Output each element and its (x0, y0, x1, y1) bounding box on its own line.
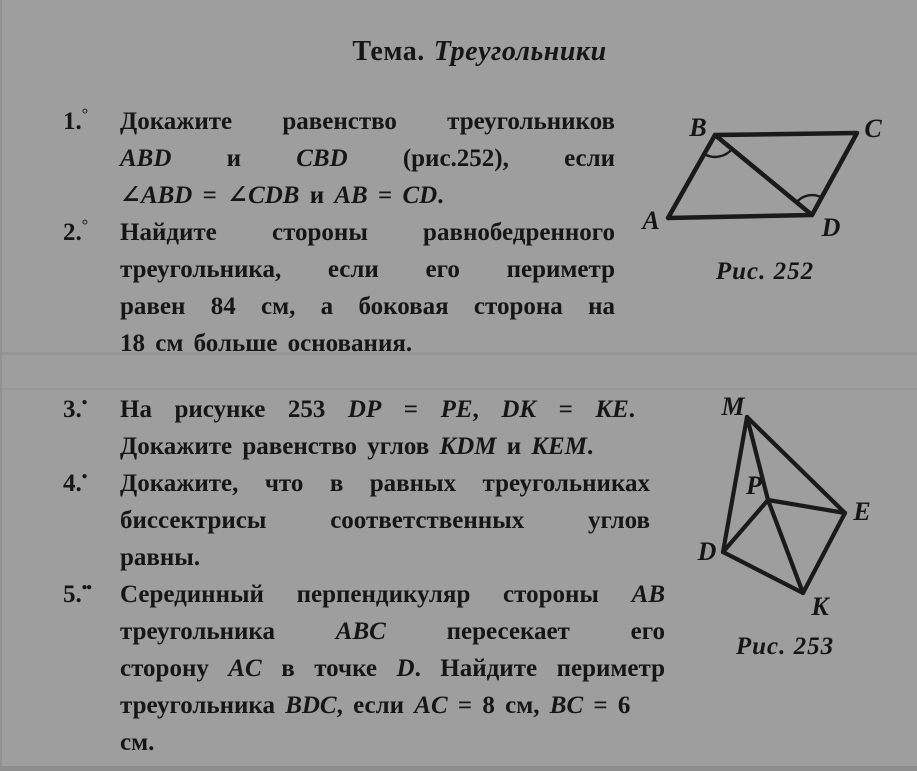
vertex-label-m: M (721, 393, 745, 421)
difficulty-marker: • (81, 394, 87, 412)
text-line (120, 251, 615, 288)
problem-5 (63, 576, 665, 761)
text-line (120, 103, 615, 140)
problem-2-number (63, 214, 120, 251)
text-run: = 6 см. (120, 692, 631, 756)
figure-253-drawing (690, 393, 915, 628)
text-line (120, 288, 615, 325)
text-run: и (496, 433, 532, 460)
text-run: Докажите равенство углов (120, 433, 440, 460)
text-run: треугольника (120, 618, 336, 645)
problem-5-number (63, 576, 120, 613)
text-run: = (367, 182, 403, 209)
scan-edge-bottom (0, 766, 917, 771)
figure-253 (690, 393, 915, 628)
text-run: равны. (120, 544, 201, 571)
text-run: = (536, 396, 596, 423)
text-run: треугольника, если его периметр (120, 256, 615, 283)
text-line (120, 391, 635, 428)
math-variable: BDC (285, 692, 337, 719)
text-line (120, 576, 665, 613)
figure-252 (640, 103, 910, 243)
page-title (0, 36, 917, 68)
math-variable: AB (334, 182, 368, 209)
title-topic: Треугольники (433, 36, 607, 67)
text-run: сторону (120, 655, 229, 682)
text-run: = 8 см, (447, 692, 550, 719)
text-run: = (381, 396, 441, 423)
math-variable: ABD (140, 182, 193, 209)
problem-4-text (120, 465, 650, 576)
text-line (120, 177, 615, 214)
text-line (120, 650, 665, 687)
text-run: Найдите стороны равнобедренного (120, 219, 615, 246)
difficulty-marker: •• (81, 579, 91, 597)
side-md (723, 417, 747, 552)
math-variable: ABD (120, 145, 172, 172)
vertex-label-e: E (853, 497, 871, 526)
problem-number-text: 2. (63, 219, 82, 246)
math-variable: BC (549, 692, 584, 719)
difficulty-marker: ° (81, 217, 88, 235)
figure-252-drawing (640, 103, 910, 243)
math-variable: DP (347, 396, 382, 423)
vertex-label-a: A (642, 206, 660, 235)
vertex-label-b: B (689, 113, 707, 142)
math-variable: PE (440, 396, 473, 423)
text-run: , (472, 396, 502, 423)
text-run: ∠ (120, 182, 141, 209)
difficulty-marker: • (81, 468, 87, 486)
text-run: и (299, 182, 335, 209)
math-variable: DK (501, 396, 537, 423)
side-ek (803, 513, 845, 593)
text-line (120, 539, 650, 576)
math-variable: AB (631, 581, 665, 608)
problem-number-text: 1. (63, 108, 82, 135)
text-run: Серединный перпендикуляр стороны (120, 581, 632, 608)
text-run: , если (336, 692, 415, 719)
text-line (120, 140, 615, 177)
vertex-label-c: C (864, 114, 882, 143)
text-run: . (628, 396, 635, 423)
problem-4 (63, 465, 650, 576)
scan-streak (0, 388, 917, 390)
problem-4-number (63, 465, 120, 502)
problem-1-text (120, 103, 615, 214)
math-variable: CDB (248, 182, 300, 209)
scan-edge-left (0, 0, 2, 771)
text-line (120, 687, 665, 761)
text-run: . (586, 433, 594, 460)
text-line (120, 465, 650, 502)
figure-252-caption: Рис. 252 (715, 258, 815, 285)
math-variable: ABC (335, 618, 386, 645)
text-run: (рис.252), если (347, 145, 616, 172)
math-variable: KE (595, 396, 629, 423)
text-run: пересекает его (385, 618, 665, 645)
vertex-label-k: K (811, 592, 829, 621)
math-variable: AC (414, 692, 448, 719)
vertex-label-d: D (821, 213, 841, 242)
math-variable: KEM (531, 433, 587, 460)
text-line (120, 428, 635, 465)
text-run: треугольника (120, 692, 286, 719)
problem-number-text: 4. (63, 470, 82, 497)
problem-number-text: 5. (63, 581, 82, 608)
text-line (120, 214, 615, 251)
title-prefix: Тема. (352, 36, 425, 67)
math-variable: AC (228, 655, 262, 682)
figure-253-caption: Рис. 253 (735, 633, 835, 660)
text-run: = (192, 182, 228, 209)
problem-5-text (120, 576, 665, 761)
text-line (120, 325, 615, 362)
problem-3 (63, 391, 635, 465)
problem-1 (63, 103, 615, 214)
text-line (120, 613, 665, 650)
math-variable: KDM (439, 433, 497, 460)
text-run: На рисунке 253 (120, 396, 348, 423)
problem-3-number (63, 391, 120, 428)
text-run: биссектрисы соответственных углов (120, 507, 650, 534)
problem-2-text (120, 214, 615, 362)
difficulty-marker: ° (81, 106, 88, 124)
problem-number-text: 3. (63, 396, 82, 423)
problem-1-number (63, 103, 120, 140)
math-variable: CD (402, 182, 438, 209)
problem-3-text (120, 391, 635, 465)
vertex-label-p: P (746, 471, 762, 500)
text-run: . Найдите периметр (414, 655, 666, 682)
text-run: Докажите, что в равных треугольниках (120, 470, 650, 497)
text-line (120, 502, 650, 539)
text-run: ∠ (227, 182, 249, 209)
text-run: Докажите равенство треугольников (120, 108, 615, 135)
math-variable: CBD (296, 145, 348, 172)
text-run: . (437, 182, 444, 209)
math-variable: D (396, 655, 415, 682)
text-run: и (171, 145, 297, 172)
text-run: 18 см больше основания. (120, 330, 413, 357)
vertex-label-d: D (697, 537, 717, 566)
text-run: равен 84 см, а боковая сторона на (120, 293, 615, 320)
text-run: в точке (261, 655, 397, 682)
problem-2 (63, 214, 615, 362)
